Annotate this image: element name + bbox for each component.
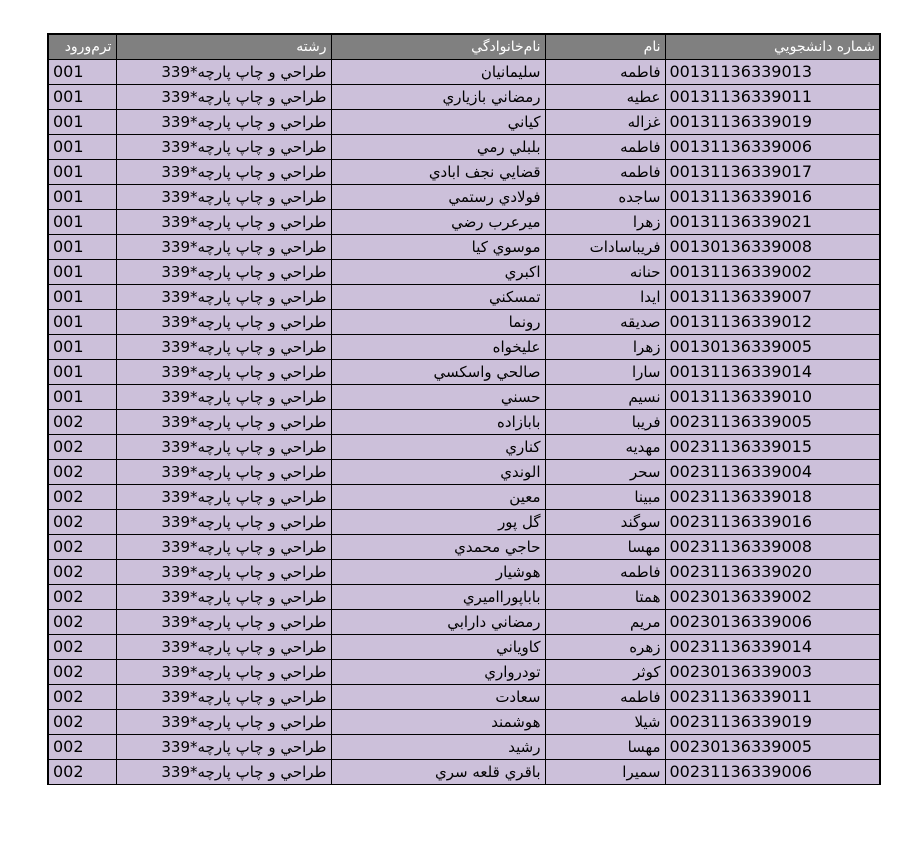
cell-entry-term[interactable]: 002 xyxy=(48,460,116,485)
table-row xyxy=(48,110,880,135)
cell-major[interactable]: طراحي و چاپ پارچه*339 xyxy=(116,735,331,760)
header-major[interactable]: رشته xyxy=(116,34,331,60)
cell-first-name[interactable]: زهره xyxy=(545,635,665,660)
table-row xyxy=(48,210,880,235)
cell-entry-term[interactable]: 002 xyxy=(48,685,116,710)
table-row xyxy=(48,635,880,660)
cell-entry-term[interactable]: 001 xyxy=(48,310,116,335)
table-row xyxy=(48,235,880,260)
cell-student-id[interactable]: 00231136339005 xyxy=(665,410,880,435)
cell-entry-term[interactable]: 002 xyxy=(48,410,116,435)
table-row xyxy=(48,560,880,585)
table-row xyxy=(48,585,880,610)
cell-first-name[interactable]: فاطمه xyxy=(545,160,665,185)
table-row xyxy=(48,260,880,285)
cell-first-name[interactable]: مهديه xyxy=(545,435,665,460)
cell-last-name[interactable]: معين xyxy=(331,485,545,510)
cell-student-id[interactable]: 00231136339018 xyxy=(665,485,880,510)
table-row xyxy=(48,460,880,485)
header-row xyxy=(48,34,880,60)
cell-first-name[interactable]: زهرا xyxy=(545,210,665,235)
cell-major[interactable]: طراحي و چاپ پارچه*339 xyxy=(116,210,331,235)
cell-major[interactable]: طراحي و چاپ پارچه*339 xyxy=(116,660,331,685)
cell-student-id[interactable]: 00230136339006 xyxy=(665,610,880,635)
cell-last-name[interactable]: اكبري xyxy=(331,260,545,285)
table-row xyxy=(48,435,880,460)
table-row xyxy=(48,535,880,560)
header-last-name[interactable]: نام‌خانوادگي xyxy=(331,34,545,60)
cell-first-name[interactable]: عطيه xyxy=(545,85,665,110)
cell-first-name[interactable]: همتا xyxy=(545,585,665,610)
cell-first-name[interactable]: فاطمه xyxy=(545,135,665,160)
cell-student-id[interactable]: 00231136339011 xyxy=(665,685,880,710)
cell-entry-term[interactable]: 001 xyxy=(48,385,116,410)
cell-last-name[interactable]: باقري قلعه سري xyxy=(331,760,545,785)
cell-last-name[interactable]: گل پور xyxy=(331,510,545,535)
cell-last-name[interactable]: رشيد xyxy=(331,735,545,760)
cell-entry-term[interactable]: 002 xyxy=(48,660,116,685)
cell-student-id[interactable]: 00230136339005 xyxy=(665,735,880,760)
table-row xyxy=(48,735,880,760)
cell-entry-term[interactable]: 002 xyxy=(48,610,116,635)
cell-last-name[interactable]: تودرواري xyxy=(331,660,545,685)
cell-major[interactable]: طراحي و چاپ پارچه*339 xyxy=(116,460,331,485)
cell-last-name[interactable]: كياني xyxy=(331,110,545,135)
cell-entry-term[interactable]: 002 xyxy=(48,735,116,760)
cell-first-name[interactable]: فاطمه xyxy=(545,560,665,585)
cell-entry-term[interactable]: 001 xyxy=(48,210,116,235)
cell-major[interactable]: طراحي و چاپ پارچه*339 xyxy=(116,585,331,610)
cell-first-name[interactable]: مريم xyxy=(545,610,665,635)
cell-entry-term[interactable]: 002 xyxy=(48,710,116,735)
table-row xyxy=(48,685,880,710)
cell-entry-term[interactable]: 001 xyxy=(48,285,116,310)
cell-last-name[interactable]: صالحي واسكسي xyxy=(331,360,545,385)
cell-major[interactable]: طراحي و چاپ پارچه*339 xyxy=(116,610,331,635)
cell-entry-term[interactable]: 001 xyxy=(48,185,116,210)
cell-last-name[interactable]: سعادت xyxy=(331,685,545,710)
cell-entry-term[interactable]: 002 xyxy=(48,510,116,535)
cell-student-id[interactable]: 00131136339016 xyxy=(665,185,880,210)
cell-major[interactable]: طراحي و چاپ پارچه*339 xyxy=(116,110,331,135)
table-row xyxy=(48,85,880,110)
cell-student-id[interactable]: 00131136339013 xyxy=(665,60,880,85)
cell-first-name[interactable]: سحر xyxy=(545,460,665,485)
cell-major[interactable]: طراحي و چاپ پارچه*339 xyxy=(116,560,331,585)
cell-student-id[interactable]: 00231136339019 xyxy=(665,710,880,735)
cell-student-id[interactable]: 00130136339005 xyxy=(665,335,880,360)
cell-major[interactable]: طراحي و چاپ پارچه*339 xyxy=(116,185,331,210)
cell-first-name[interactable]: غزاله xyxy=(545,110,665,135)
cell-first-name[interactable]: كوثر xyxy=(545,660,665,685)
cell-first-name[interactable]: صديقه xyxy=(545,310,665,335)
cell-last-name[interactable]: رمضاني بازياري xyxy=(331,85,545,110)
cell-last-name[interactable]: رونما xyxy=(331,310,545,335)
cell-first-name[interactable]: فريباسادات xyxy=(545,235,665,260)
cell-entry-term[interactable]: 001 xyxy=(48,335,116,360)
table-row xyxy=(48,760,880,785)
cell-major[interactable]: طراحي و چاپ پارچه*339 xyxy=(116,410,331,435)
cell-last-name[interactable]: حاجي محمدي xyxy=(331,535,545,560)
cell-last-name[interactable]: تمسكني xyxy=(331,285,545,310)
table-row xyxy=(48,510,880,535)
cell-last-name[interactable]: عليخواه xyxy=(331,335,545,360)
cell-major[interactable]: طراحي و چاپ پارچه*339 xyxy=(116,435,331,460)
cell-entry-term[interactable]: 002 xyxy=(48,760,116,785)
table-row xyxy=(48,185,880,210)
table-body xyxy=(48,60,880,785)
cell-last-name[interactable]: بابازاده xyxy=(331,410,545,435)
cell-student-id[interactable]: 00231136339016 xyxy=(665,510,880,535)
cell-student-id[interactable]: 00131136339021 xyxy=(665,210,880,235)
cell-last-name[interactable]: موسوي كيا xyxy=(331,235,545,260)
cell-last-name[interactable]: قضايي نجف ابادي xyxy=(331,160,545,185)
cell-last-name[interactable]: فولادي رستمي xyxy=(331,185,545,210)
cell-last-name[interactable]: باباپورااميري xyxy=(331,585,545,610)
cell-major[interactable]: طراحي و چاپ پارچه*339 xyxy=(116,235,331,260)
cell-entry-term[interactable]: 001 xyxy=(48,360,116,385)
cell-last-name[interactable]: سليمانيان xyxy=(331,60,545,85)
cell-student-id[interactable]: 00231136339006 xyxy=(665,760,880,785)
cell-major[interactable]: طراحي و چاپ پارچه*339 xyxy=(116,485,331,510)
cell-first-name[interactable]: مهسا xyxy=(545,735,665,760)
cell-student-id[interactable]: 00131136339006 xyxy=(665,135,880,160)
table-row xyxy=(48,360,880,385)
cell-major[interactable]: طراحي و چاپ پارچه*339 xyxy=(116,535,331,560)
cell-entry-term[interactable]: 002 xyxy=(48,535,116,560)
cell-last-name[interactable]: بلبلي رمي xyxy=(331,135,545,160)
cell-major[interactable]: طراحي و چاپ پارچه*339 xyxy=(116,760,331,785)
cell-entry-term[interactable]: 001 xyxy=(48,85,116,110)
cell-last-name[interactable]: هوشمند xyxy=(331,710,545,735)
cell-first-name[interactable]: نسيم xyxy=(545,385,665,410)
cell-last-name[interactable]: كاوياني xyxy=(331,635,545,660)
cell-entry-term[interactable]: 002 xyxy=(48,435,116,460)
cell-major[interactable]: طراحي و چاپ پارچه*339 xyxy=(116,335,331,360)
cell-major[interactable]: طراحي و چاپ پارچه*339 xyxy=(116,285,331,310)
cell-student-id[interactable]: 00131136339011 xyxy=(665,85,880,110)
table-row xyxy=(48,485,880,510)
cell-first-name[interactable]: سوگند xyxy=(545,510,665,535)
cell-last-name[interactable]: ميرعرب رضي xyxy=(331,210,545,235)
cell-major[interactable]: طراحي و چاپ پارچه*339 xyxy=(116,60,331,85)
header-first-name[interactable]: نام xyxy=(545,34,665,60)
cell-major[interactable]: طراحي و چاپ پارچه*339 xyxy=(116,385,331,410)
cell-entry-term[interactable]: 001 xyxy=(48,110,116,135)
cell-first-name[interactable]: فاطمه xyxy=(545,60,665,85)
cell-first-name[interactable]: ساجده xyxy=(545,185,665,210)
cell-entry-term[interactable]: 001 xyxy=(48,160,116,185)
cell-first-name[interactable]: شيلا xyxy=(545,710,665,735)
cell-major[interactable]: طراحي و چاپ پارچه*339 xyxy=(116,360,331,385)
cell-student-id[interactable]: 00131136339007 xyxy=(665,285,880,310)
cell-first-name[interactable]: مبينا xyxy=(545,485,665,510)
cell-student-id[interactable]: 00131136339002 xyxy=(665,260,880,285)
cell-entry-term[interactable]: 002 xyxy=(48,560,116,585)
cell-last-name[interactable]: حسني xyxy=(331,385,545,410)
cell-major[interactable]: طراحي و چاپ پارچه*339 xyxy=(116,260,331,285)
cell-major[interactable]: طراحي و چاپ پارچه*339 xyxy=(116,710,331,735)
cell-entry-term[interactable]: 002 xyxy=(48,485,116,510)
table-row xyxy=(48,410,880,435)
cell-entry-term[interactable]: 001 xyxy=(48,260,116,285)
table-row xyxy=(48,335,880,360)
cell-first-name[interactable]: مهسا xyxy=(545,535,665,560)
cell-last-name[interactable]: الوندي xyxy=(331,460,545,485)
cell-first-name[interactable]: فريبا xyxy=(545,410,665,435)
cell-first-name[interactable]: ايدا xyxy=(545,285,665,310)
cell-student-id[interactable]: 00231136339008 xyxy=(665,535,880,560)
cell-major[interactable]: طراحي و چاپ پارچه*339 xyxy=(116,160,331,185)
table-row xyxy=(48,385,880,410)
cell-student-id[interactable]: 00131136339012 xyxy=(665,310,880,335)
cell-student-id[interactable]: 00131136339014 xyxy=(665,360,880,385)
cell-student-id[interactable]: 00131136339017 xyxy=(665,160,880,185)
cell-last-name[interactable]: رمضاني دارابي xyxy=(331,610,545,635)
cell-student-id[interactable]: 00231136339014 xyxy=(665,635,880,660)
cell-major[interactable]: طراحي و چاپ پارچه*339 xyxy=(116,310,331,335)
student-list-table xyxy=(47,33,881,785)
cell-student-id[interactable]: 00230136339003 xyxy=(665,660,880,685)
table-row xyxy=(48,710,880,735)
table-row xyxy=(48,60,880,85)
table-row xyxy=(48,610,880,635)
table-row xyxy=(48,285,880,310)
cell-major[interactable]: طراحي و چاپ پارچه*339 xyxy=(116,85,331,110)
table-row xyxy=(48,660,880,685)
cell-student-id[interactable]: 00231136339015 xyxy=(665,435,880,460)
cell-first-name[interactable]: فاطمه xyxy=(545,685,665,710)
cell-student-id[interactable]: 00131136339010 xyxy=(665,385,880,410)
cell-student-id[interactable]: 00130136339008 xyxy=(665,235,880,260)
cell-student-id[interactable]: 00230136339002 xyxy=(665,585,880,610)
cell-entry-term[interactable]: 002 xyxy=(48,635,116,660)
cell-entry-term[interactable]: 001 xyxy=(48,60,116,85)
cell-last-name[interactable]: كناري xyxy=(331,435,545,460)
cell-first-name[interactable]: حنانه xyxy=(545,260,665,285)
cell-student-id[interactable]: 00131136339019 xyxy=(665,110,880,135)
header-entry-term[interactable]: ترم‌ورود xyxy=(48,34,116,60)
cell-last-name[interactable]: هوشيار xyxy=(331,560,545,585)
cell-student-id[interactable]: 00231136339020 xyxy=(665,560,880,585)
cell-first-name[interactable]: سارا xyxy=(545,360,665,385)
table-row xyxy=(48,310,880,335)
cell-major[interactable]: طراحي و چاپ پارچه*339 xyxy=(116,510,331,535)
cell-entry-term[interactable]: 001 xyxy=(48,235,116,260)
cell-student-id[interactable]: 00231136339004 xyxy=(665,460,880,485)
cell-entry-term[interactable]: 001 xyxy=(48,135,116,160)
header-student-id[interactable]: شماره دانشجويي xyxy=(665,34,880,60)
table-row xyxy=(48,160,880,185)
cell-first-name[interactable]: سميرا xyxy=(545,760,665,785)
cell-major[interactable]: طراحي و چاپ پارچه*339 xyxy=(116,635,331,660)
cell-first-name[interactable]: زهرا xyxy=(545,335,665,360)
table-row xyxy=(48,135,880,160)
cell-major[interactable]: طراحي و چاپ پارچه*339 xyxy=(116,685,331,710)
cell-major[interactable]: طراحي و چاپ پارچه*339 xyxy=(116,135,331,160)
cell-entry-term[interactable]: 002 xyxy=(48,585,116,610)
